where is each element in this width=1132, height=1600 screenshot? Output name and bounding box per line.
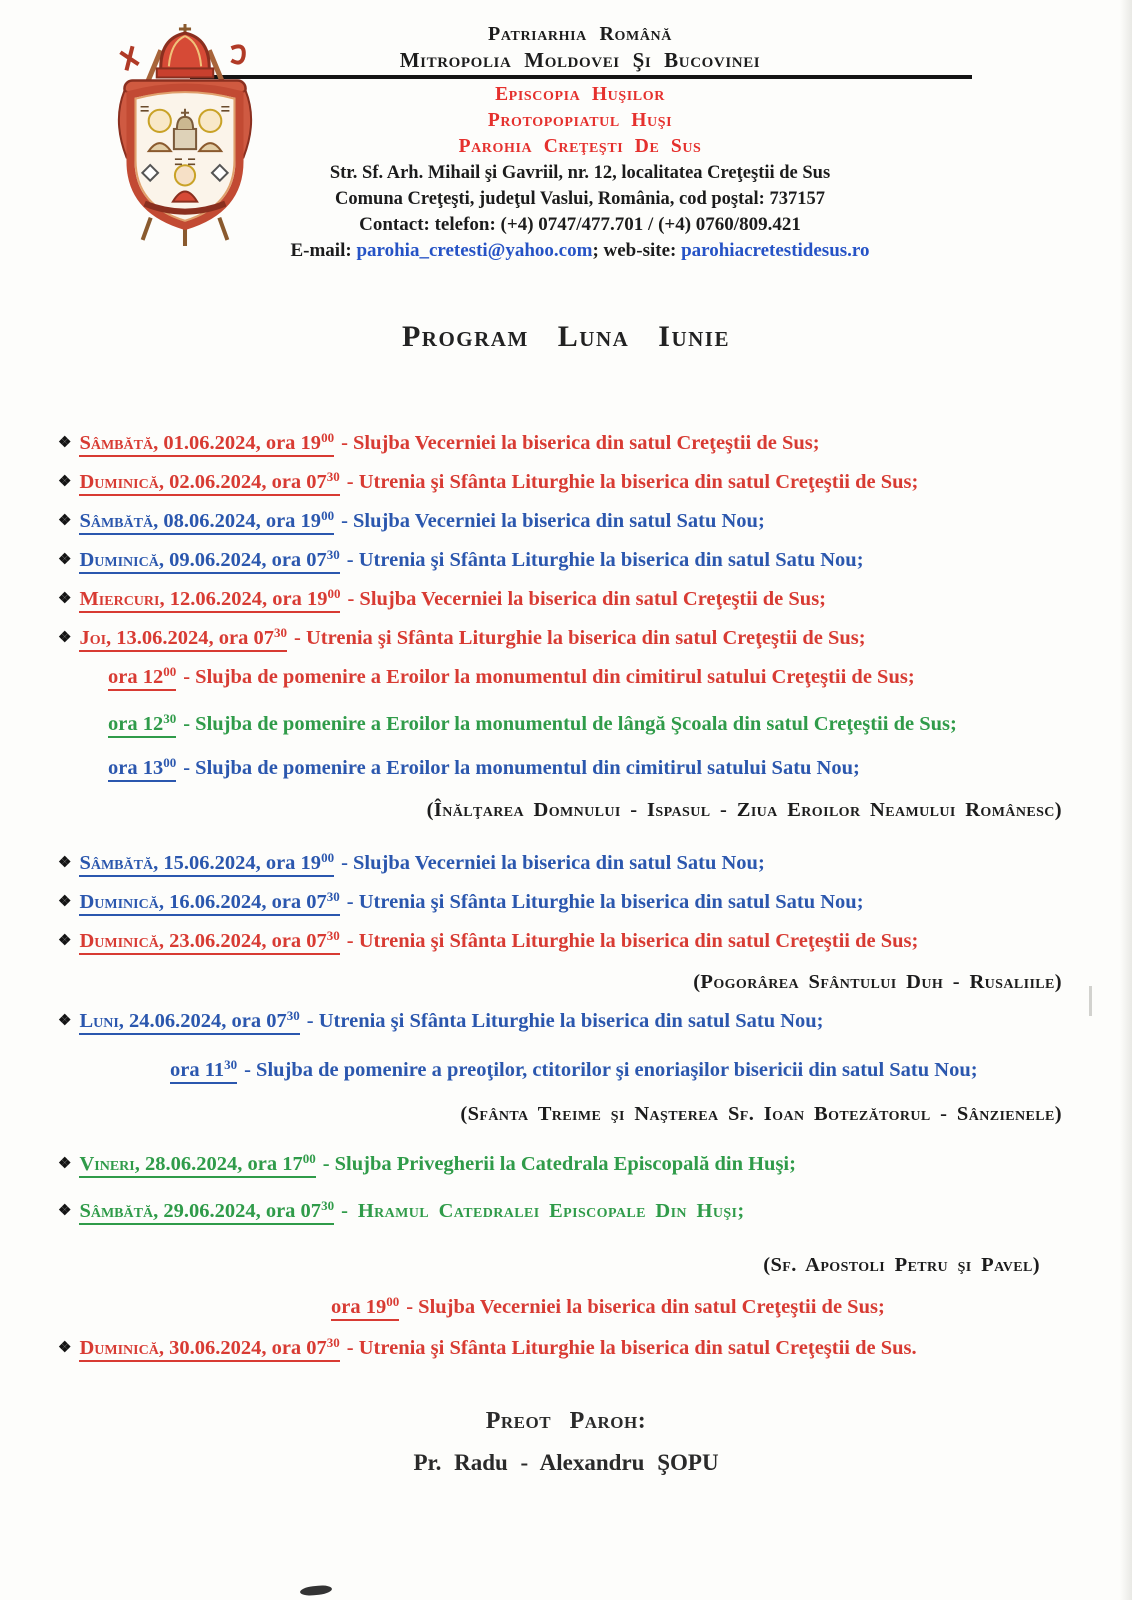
schedule-entry — [58, 586, 1074, 613]
feast-note-text: (Sf. Apostoli Petru şi Pavel) — [763, 1254, 1040, 1276]
entry-date — [79, 549, 339, 574]
entry-minutes-sup: 30 — [224, 1057, 238, 1072]
entry-date-rest: , 02.06.2024, ora 07 — [158, 471, 327, 493]
entry-date-rest: , 30.06.2024, ora 07 — [158, 1337, 327, 1359]
entry-date — [79, 471, 339, 496]
entry-day: Joi — [79, 627, 107, 649]
entry-day: Duminică — [79, 549, 159, 571]
entry-description: - Utrenia şi Sfânta Liturghie la biserica din satul Creţeştii de Sus; — [294, 627, 866, 649]
entry-time-label: ora 13 — [108, 757, 164, 779]
feast-note-text: (Sfânta Treime şi Naşterea Sf. Ioan Botezătorul - Sânzienele) — [460, 1103, 1062, 1125]
bullet-diamond-icon: ❖ — [58, 894, 72, 910]
entry-description: - Slujba Vecerniei la biserica din satul Satu Nou; — [341, 852, 765, 874]
entry-date-rest: , 24.06.2024, ora 07 — [118, 1010, 287, 1032]
entry-date-rest: , 13.06.2024, ora 07 — [106, 627, 275, 649]
entry-day: Sâmbătă — [79, 852, 154, 874]
bullet-diamond-icon: ❖ — [58, 552, 72, 568]
entry-description: - Slujba Privegherii la Catedrala Episcopală din Huşi; — [322, 1153, 796, 1175]
entry-date — [79, 588, 340, 613]
entry-minutes-sup: 30 — [321, 1198, 335, 1213]
entry-minutes-sup: 00 — [327, 586, 341, 601]
entry-date-rest: , 15.06.2024, ora 19 — [153, 852, 322, 874]
entry-minutes-sup: 30 — [326, 889, 340, 904]
entry-minutes-sup: 30 — [326, 469, 340, 484]
schedule-entry — [58, 508, 1074, 535]
diocese-line: Episcopia Huşilor — [495, 84, 665, 105]
schedule-entry — [58, 928, 1074, 955]
entry-minutes-sup: 30 — [326, 1335, 340, 1350]
entry-description: - Slujba de pomenire a Eroilor la monumentul de lângă Şcoala din satul Creţeştii de Sus; — [183, 713, 957, 735]
entry-day: Duminică — [79, 891, 159, 913]
website-link[interactable]: parohiacretestidesus.ro — [681, 240, 870, 261]
letterhead — [0, 0, 1132, 264]
entry-time-label: ora 12 — [108, 713, 164, 735]
schedule-subentry — [58, 664, 1074, 691]
entry-description: - Utrenia şi Sfânta Liturghie la biserica din satul Creţeştii de Sus; — [346, 930, 919, 952]
entry-date — [79, 432, 334, 457]
entry-description: - Utrenia şi Sfânta Liturghie la biserica din satul Satu Nou; — [346, 549, 864, 571]
entry-minutes-sup: 00 — [321, 430, 335, 445]
entry-minutes-sup: 00 — [163, 755, 177, 770]
entry-time — [331, 1296, 399, 1321]
entry-description: - Utrenia şi Sfânta Liturghie la biserica din satul Creţeştii de Sus; — [346, 471, 919, 493]
entry-description: - Slujba Vecerniei la biserica din satul Satu Nou; — [341, 510, 765, 532]
entry-date-rest: , 12.06.2024, ora 19 — [159, 588, 328, 610]
entry-description: - Slujba Vecerniei la biserica din satul Creţeştii de Sus; — [347, 588, 827, 610]
entry-day: Vineri — [79, 1153, 135, 1175]
letterhead-text — [150, 22, 1010, 264]
priest-role-label: Preot Paroh: — [485, 1408, 647, 1434]
scan-edge-shade — [1120, 0, 1132, 1600]
bullet-diamond-icon: ❖ — [58, 591, 72, 607]
schedule-subentry — [58, 755, 1074, 782]
email-address-link[interactable]: parohia_cretesti@yahoo.com — [356, 240, 593, 261]
schedule-entry — [58, 850, 1074, 877]
schedule-entry — [58, 625, 1074, 652]
entry-time — [108, 666, 176, 691]
bullet-diamond-icon: ❖ — [58, 474, 72, 490]
entry-minutes-sup: 30 — [274, 625, 288, 640]
schedule-entry — [58, 1008, 1074, 1035]
entry-time-label: ora 12 — [108, 666, 164, 688]
bullet-diamond-icon: ❖ — [58, 1013, 72, 1029]
entry-description: - Slujba Vecerniei la biserica din satul Creţeştii de Sus; — [341, 432, 820, 454]
feast-note — [58, 797, 1074, 824]
entry-day: Luni — [79, 1010, 119, 1032]
entry-minutes-sup: 00 — [386, 1294, 400, 1309]
bullet-diamond-icon: ❖ — [58, 1340, 72, 1356]
metropolis-line: Mitropolia Moldovei Şi Bucovinei — [399, 48, 761, 72]
entry-minutes-sup: 00 — [321, 508, 335, 523]
entry-time — [108, 757, 176, 782]
bullet-diamond-icon: ❖ — [58, 513, 72, 529]
schedule-subentry — [58, 1294, 1074, 1321]
coat-of-arms-logo — [104, 24, 266, 246]
entry-description: - Hramul Catedralei Episcopale Din Huşi; — [341, 1200, 745, 1222]
contact-line: Contact: telefon: (+4) 0747/477.701 / (+4) 0760/809.421 — [359, 214, 801, 235]
feast-note — [58, 969, 1074, 996]
entry-date-rest: , 16.06.2024, ora 07 — [158, 891, 327, 913]
entry-date-rest: , 09.06.2024, ora 07 — [158, 549, 327, 571]
entry-date — [79, 1200, 334, 1225]
entry-date — [79, 627, 287, 652]
entry-date — [79, 891, 339, 916]
bullet-diamond-icon: ❖ — [58, 630, 72, 646]
entry-date-rest: , 29.06.2024, ora 07 — [153, 1200, 322, 1222]
priest-name: Pr. Radu - Alexandru ŞOPU — [413, 1450, 719, 1475]
entry-minutes-sup: 00 — [163, 664, 177, 679]
schedule-entry — [58, 889, 1074, 916]
entry-description: - Utrenia şi Sfânta Liturghie la biserica din satul Creţeştii de Sus. — [346, 1337, 917, 1359]
entry-day: Sâmbătă — [79, 510, 154, 532]
entry-description: - Slujba de pomenire a Eroilor la monumentul din cimitirul satului Satu Nou; — [183, 757, 860, 779]
schedule-entry — [58, 1198, 1074, 1225]
parish-line: Parohia Creţeşti De Sus — [458, 136, 702, 157]
feast-note-text: (Înălţarea Domnului - Ispasul - Ziua Eroilor Neamului Românesc) — [426, 799, 1062, 821]
entry-description: - Slujba Vecerniei la biserica din satul Creţeştii de Sus; — [406, 1296, 885, 1318]
bullet-diamond-icon: ❖ — [58, 1156, 72, 1172]
schedule-subentry — [58, 711, 1074, 738]
entry-time — [170, 1059, 237, 1084]
website-label: ; web-site: — [592, 240, 677, 261]
entry-time-label: ora 11 — [170, 1059, 225, 1081]
entry-date — [79, 510, 334, 535]
feast-note-text: (Pogorârea Sfântului Duh - Rusaliile) — [693, 971, 1062, 993]
header-divider — [190, 75, 972, 79]
scan-ink-mark — [300, 1584, 333, 1596]
schedule-list — [0, 430, 1132, 1362]
schedule-subentry — [58, 1057, 1074, 1084]
entry-date — [79, 1153, 315, 1178]
email-line — [150, 238, 1010, 264]
schedule-entry — [58, 469, 1074, 496]
entry-date — [79, 852, 334, 877]
entry-description: - Slujba de pomenire a preoţilor, ctitorilor şi enoriaşilor bisericii din satul Satu Nou; — [244, 1059, 978, 1081]
entry-date — [79, 930, 339, 955]
bullet-diamond-icon: ❖ — [58, 435, 72, 451]
entry-minutes-sup: 30 — [286, 1008, 300, 1023]
entry-date — [79, 1337, 339, 1362]
bullet-diamond-icon: ❖ — [58, 855, 72, 871]
entry-day: Sâmbătă — [79, 1200, 154, 1222]
entry-minutes-sup: 00 — [321, 850, 335, 865]
entry-day: Miercuri — [79, 588, 160, 610]
entry-time-label: ora 19 — [331, 1296, 387, 1318]
bullet-diamond-icon: ❖ — [58, 1203, 72, 1219]
entry-minutes-sup: 30 — [163, 711, 177, 726]
entry-day: Duminică — [79, 471, 159, 493]
entry-day: Duminică — [79, 1337, 159, 1359]
schedule-entry — [58, 1151, 1074, 1178]
bullet-diamond-icon: ❖ — [58, 933, 72, 949]
entry-date-rest: , 01.06.2024, ora 19 — [153, 432, 322, 454]
deanery-line: Protopopiatul Huşi — [487, 110, 673, 131]
entry-description: - Utrenia şi Sfânta Liturghie la biserica din satul Satu Nou; — [306, 1010, 824, 1032]
schedule-entry — [58, 430, 1074, 457]
schedule-entry — [58, 1335, 1074, 1362]
scan-streak-artifact — [1089, 986, 1092, 1016]
entry-date-rest: , 08.06.2024, ora 19 — [153, 510, 322, 532]
entry-minutes-sup: 30 — [326, 928, 340, 943]
entry-description: - Slujba de pomenire a Eroilor la monumentul din cimitirul satului Creţeştii de Sus; — [183, 666, 915, 688]
patriarchy-line: Patriarhia Română — [488, 23, 672, 45]
footer — [0, 1408, 1132, 1476]
entry-day: Sâmbătă — [79, 432, 154, 454]
entry-description: - Utrenia şi Sfânta Liturghie la biserica din satul Satu Nou; — [346, 891, 864, 913]
address-line-1: Str. Sf. Arh. Mihail şi Gavriil, nr. 12, localitatea Creţeştii de Sus — [329, 163, 831, 183]
entry-day: Duminică — [79, 930, 159, 952]
entry-date-rest: , 23.06.2024, ora 07 — [158, 930, 327, 952]
email-label: E-mail: — [290, 240, 352, 261]
feast-note — [58, 1101, 1074, 1128]
entry-minutes-sup: 30 — [326, 547, 340, 562]
entry-date — [79, 1010, 299, 1035]
entry-date-rest: , 28.06.2024, ora 17 — [134, 1153, 303, 1175]
page-title: Program Luna Iunie — [401, 320, 730, 353]
entry-minutes-sup: 00 — [302, 1151, 316, 1166]
schedule-entry — [58, 547, 1074, 574]
address-line-2: Comuna Creţeşti, judeţul Vaslui, România, cod poştal: 737157 — [335, 189, 825, 209]
feast-note — [58, 1252, 1074, 1279]
entry-time — [108, 713, 176, 738]
